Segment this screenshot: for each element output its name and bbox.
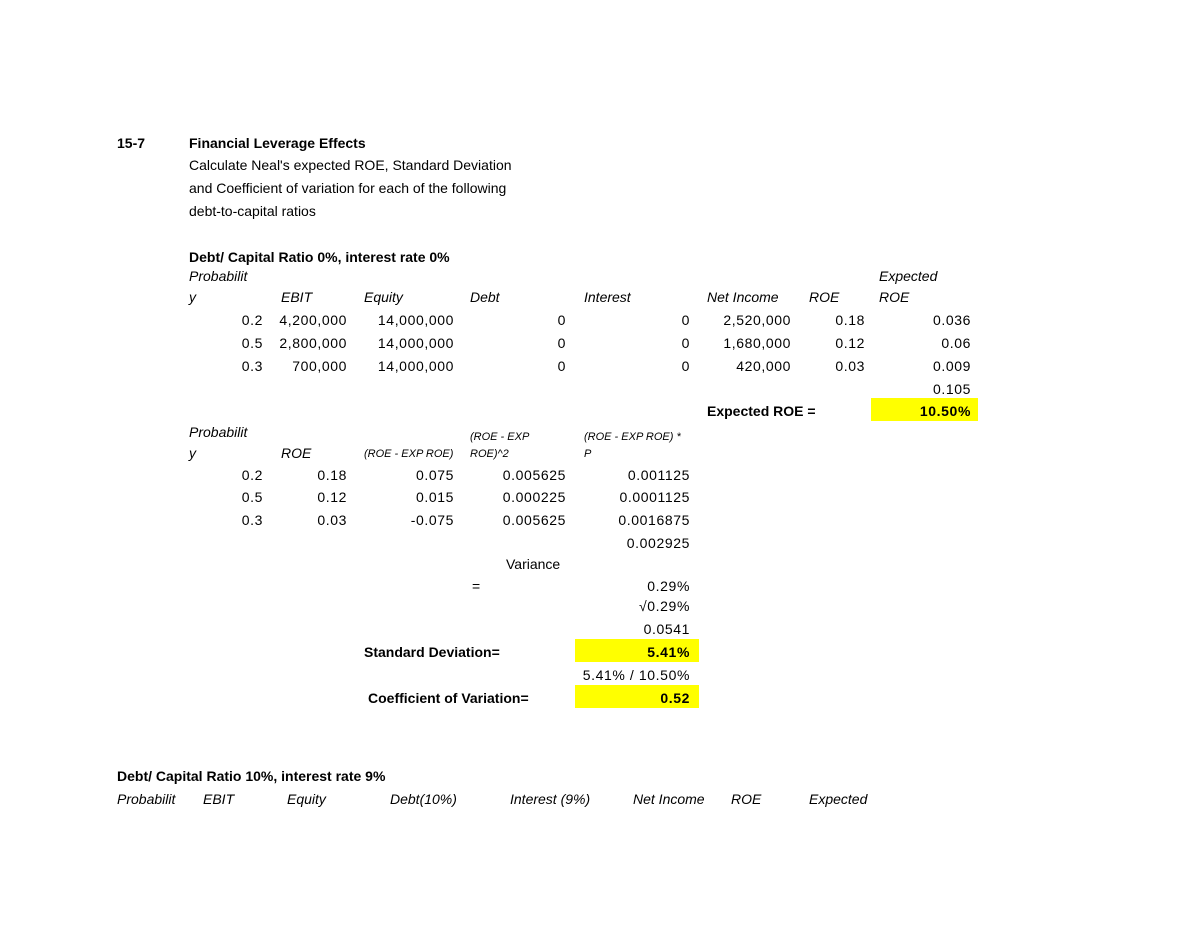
cell-expected-roe: 0.036: [932, 312, 971, 328]
cell-roe: 0.18: [835, 312, 865, 328]
col-header-roe: ROE: [731, 791, 762, 807]
col-header-weighted: P: [584, 448, 592, 460]
col-header-roe-diff-squared: (ROE - EXP: [470, 431, 530, 443]
cell-roe-diff-squared: 0.005625: [502, 512, 566, 528]
problem-desc-line: debt-to-capital ratios: [189, 203, 316, 219]
cell-probability: 0.5: [241, 489, 263, 505]
cell-roe: 0.03: [835, 358, 865, 374]
col-header-equity: Equity: [364, 289, 403, 305]
cell-roe: 0.03: [317, 512, 347, 528]
col-header-debt: Debt: [470, 289, 500, 305]
cell-roe-diff: -0.075: [410, 512, 454, 528]
cv-expression: 5.41% / 10.50%: [582, 667, 690, 683]
cell-debt: 0: [557, 358, 566, 374]
cell-probability: 0.2: [241, 467, 263, 483]
cell-equity: 14,000,000: [377, 335, 454, 351]
cell-debt: 0: [557, 312, 566, 328]
cell-net-income: 1,680,000: [723, 335, 791, 351]
variance-percent: 0.29%: [647, 578, 690, 594]
col-header-debt: Debt(10%): [390, 791, 457, 807]
cell-equity: 14,000,000: [377, 312, 454, 328]
variance-sum: 0.002925: [626, 535, 690, 551]
col-header-roe: ROE: [281, 445, 312, 461]
problem-title: Financial Leverage Effects: [189, 135, 366, 151]
col-header-probability: y: [189, 289, 196, 305]
section1-heading: Debt/ Capital Ratio 0%, interest rate 0%: [189, 249, 450, 265]
col-header-equity: Equity: [287, 791, 326, 807]
col-header-probability: Probabilit: [189, 424, 248, 440]
expected-roe-value: 10.50%: [919, 403, 971, 419]
col-header-probability: Probabilit: [117, 791, 176, 807]
col-header-ebit: EBIT: [281, 289, 313, 305]
cell-interest: 0: [681, 358, 690, 374]
col-header-roe: ROE: [809, 289, 840, 305]
variance-equals: =: [472, 578, 481, 594]
std-dev-value: 5.41%: [647, 644, 690, 660]
problem-number: 15-7: [117, 135, 146, 151]
col-header-ebit: EBIT: [203, 791, 235, 807]
cell-roe-diff-squared: 0.000225: [502, 489, 566, 505]
cv-value: 0.52: [660, 690, 690, 706]
cell-roe-diff-squared: 0.005625: [502, 467, 566, 483]
col-header-expected: Expected: [809, 791, 868, 807]
cell-probability: 0.5: [241, 335, 263, 351]
cell-interest: 0: [681, 312, 690, 328]
cell-weighted: 0.0016875: [618, 512, 690, 528]
cell-net-income: 2,520,000: [723, 312, 791, 328]
problem-desc-line: Calculate Neal's expected ROE, Standard Deviation: [189, 157, 512, 173]
col-header-net-income: Net Income: [707, 289, 779, 305]
cell-probability: 0.3: [241, 358, 263, 374]
cv-label: Coefficient of Variation=: [368, 690, 529, 706]
col-header-probability: Probabilit: [189, 268, 248, 284]
cell-weighted: 0.0001125: [619, 489, 690, 505]
variance-label: Variance: [506, 556, 561, 572]
cell-roe: 0.12: [317, 489, 347, 505]
col-header-weighted: (ROE - EXP ROE) *: [584, 431, 681, 443]
expected-roe-label: Expected ROE =: [707, 403, 816, 419]
col-header-expected-roe: Expected: [879, 268, 938, 284]
sqrt-value: 0.0541: [643, 621, 690, 637]
cell-weighted: 0.001125: [627, 467, 690, 483]
cell-expected-roe: 0.009: [932, 358, 971, 374]
cell-probability: 0.3: [241, 512, 263, 528]
cell-roe: 0.12: [835, 335, 865, 351]
cell-roe-diff: 0.015: [415, 489, 454, 505]
cell-ebit: 700,000: [292, 358, 347, 374]
problem-desc-line: and Coefficient of variation for each of the following: [189, 180, 507, 196]
col-header-roe-diff-squared: ROE)^2: [470, 448, 509, 460]
cell-net-income: 420,000: [736, 358, 791, 374]
cell-equity: 14,000,000: [377, 358, 454, 374]
col-header-interest: Interest: [584, 289, 631, 305]
col-header-roe-diff: (ROE - EXP ROE): [364, 448, 454, 460]
cell-roe: 0.18: [317, 467, 347, 483]
cell-roe-diff: 0.075: [415, 467, 454, 483]
section2-heading: Debt/ Capital Ratio 10%, interest rate 9%: [117, 768, 386, 784]
cell-interest: 0: [681, 335, 690, 351]
expected-roe-sum: 0.105: [932, 381, 971, 397]
col-header-probability: y: [189, 445, 196, 461]
col-header-interest: Interest (9%): [510, 791, 591, 807]
std-dev-label: Standard Deviation=: [364, 644, 500, 660]
cell-expected-roe: 0.06: [941, 335, 971, 351]
col-header-net-income: Net Income: [633, 791, 705, 807]
col-header-expected-roe: ROE: [879, 289, 910, 305]
cell-ebit: 2,800,000: [279, 335, 347, 351]
sqrt-expression: √0.29%: [639, 598, 690, 614]
cell-ebit: 4,200,000: [279, 312, 347, 328]
cell-probability: 0.2: [241, 312, 263, 328]
cell-debt: 0: [557, 335, 566, 351]
